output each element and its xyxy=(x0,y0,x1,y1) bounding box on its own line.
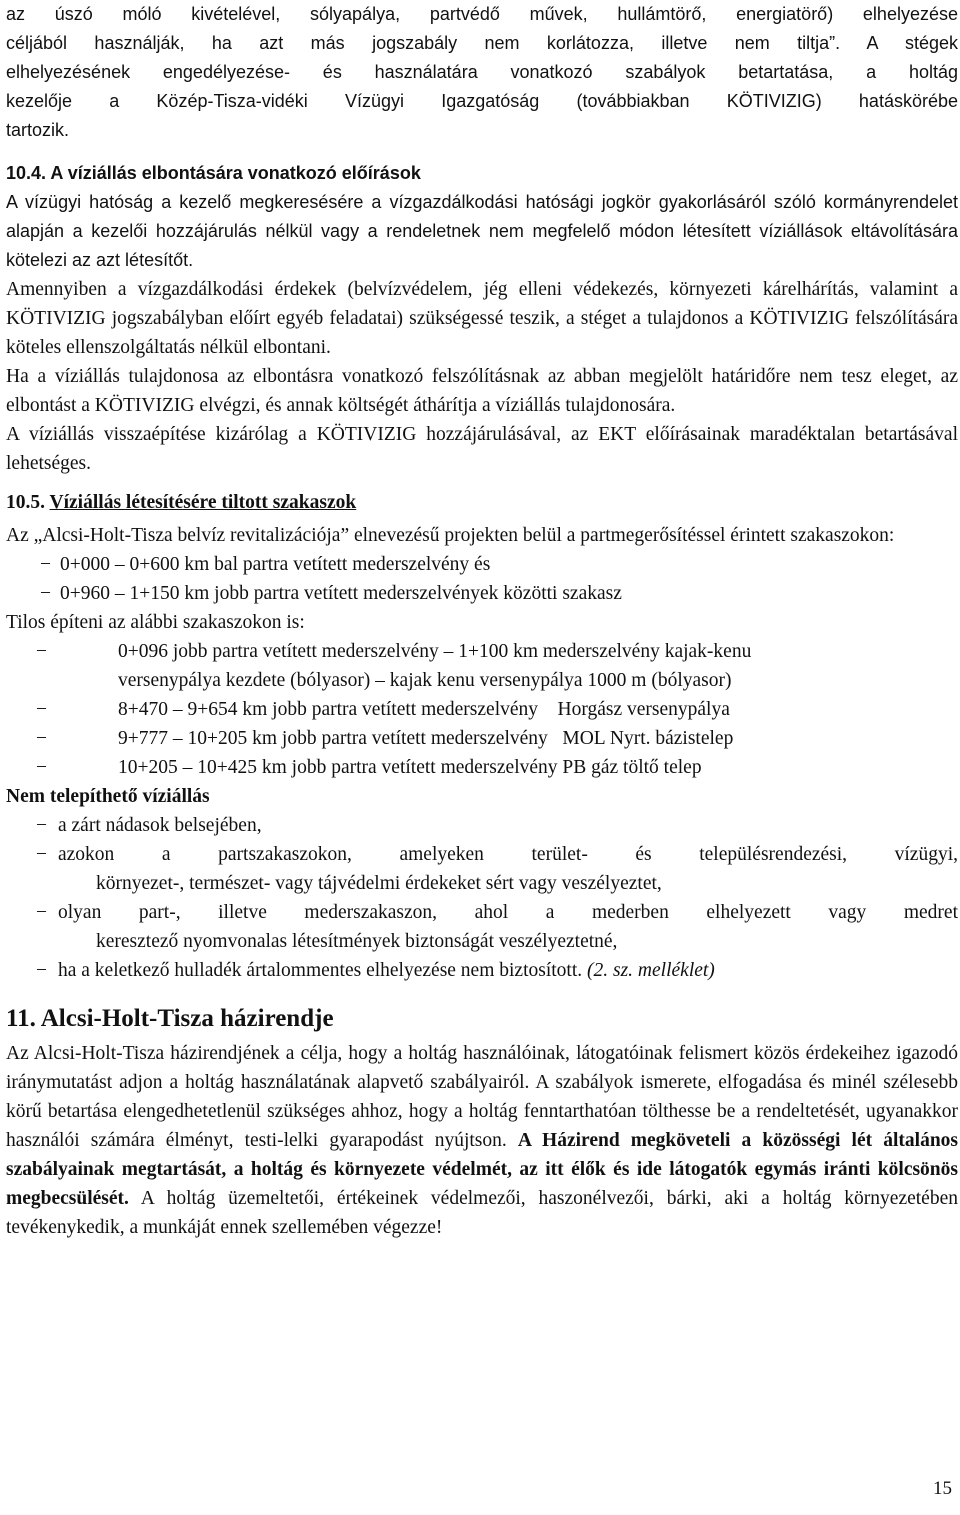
house-rules-paragraph xyxy=(6,1039,958,1242)
list-item-text: 10+205 – 10+425 km jobb partra vetített mederszelvény PB gáz töltő telep xyxy=(118,757,702,778)
paragraph: Tilos építeni az alábbi szakaszokon is: xyxy=(6,612,305,633)
paragraph-text: A holtág üzemeltetői, értékeinek védelmezői, haszonélvezői, bárki, aki a holtág környezetében tevékenykedik, a munkáját ennek szellemében végezze! xyxy=(6,1188,958,1238)
section-10-5-heading xyxy=(6,488,958,517)
annex-reference: (2. sz. melléklet) xyxy=(587,960,715,981)
list-item-text: 0+096 jobb partra vetített mederszelvény – 1+100 km mederszelvény kajak-kenu xyxy=(118,641,752,662)
list-item-continuation: versenypálya kezdete (bólyasor) – kajak kenu versenypálya 1000 m (bólyasor) xyxy=(118,670,732,691)
paragraph-text: Az Alcsi-Holt-Tisza házirendjének a célja, hogy a holtág használóinak, látogatóinak felismert közös érdekeihez igazodó iránymutatást adjon a holtág használatának alapvető szabályairól. A szabályok ismerete, elfogadása és minél szélesebb körű betartása elengedhetetlenül szükséges ahhoz, hogy a holtág fenntarthatóan tölthesse be a rendeltetését, ugyanakkor használói számára élményt, testi-lelki gyarapodást nyújtson. xyxy=(6,1043,958,1151)
section-11-heading: 11. Alcsi-Holt-Tisza házirendje xyxy=(6,1005,334,1032)
dash-bullet: − xyxy=(36,699,47,720)
page-number: 15 xyxy=(933,1478,952,1499)
intro-line: tartozik. xyxy=(6,120,70,140)
list-item xyxy=(6,898,958,956)
not-installable-heading: Nem telepíthető víziállás xyxy=(6,786,210,807)
prohibited-sections-list xyxy=(6,637,958,782)
dash-bullet: − xyxy=(36,641,47,662)
list-item-text: 9+777 – 10+205 km jobb partra vetített mederszelvény MOL Nyrt. bázistelep xyxy=(118,728,734,749)
dash-bullet: − xyxy=(36,757,47,778)
list-item xyxy=(6,579,958,608)
paragraph: A vízügyi hatóság a kezelő megkeresésére a vízgazdálkodási hatósági jogkör gyakorlásáról szóló kormányrendelet alapján a kezelői hozzájárulás nélkül vagy a rendeletnek nem megfelelő módon létesített víziállások eltávolítására kötelezi az azt létesítőt. xyxy=(6,192,958,270)
list-item-text: 0+000 – 0+600 km bal partra vetített mederszelvény és xyxy=(60,554,491,575)
list-item-text: 0+960 – 1+150 km jobb partra vetített mederszelvények közötti szakasz xyxy=(60,583,622,604)
dash-bullet: − xyxy=(40,554,51,575)
intro-line: elhelyezésének engedélyezése- és használatára vonatkozó szabályok betartatása, a holtág xyxy=(6,62,958,82)
intro-line: céljából használják, ha azt más jogszabály nem korlátozza, illetve nem tiltja”. A stégek xyxy=(6,33,958,53)
list-item-text: olyan part-, illetve mederszakaszon, ahol a mederben elhelyezett vagy medret xyxy=(58,902,958,923)
dash-bullet: − xyxy=(40,583,51,604)
list-item xyxy=(6,550,958,579)
section-10-4-heading: 10.4. A víziállás elbontására vonatkozó előírások xyxy=(6,163,421,183)
paragraph-bold-text: A Házirend megköveteli a közösségi lét általános szabályainak megtartását, a holtág és környezete védelmét, az itt élők és ide látogatók egymás iránti kölcsönös megbecsülését. xyxy=(6,1130,959,1209)
section-10-4-body xyxy=(6,188,958,275)
list-item xyxy=(6,811,958,840)
list-item xyxy=(6,637,958,666)
intro-paragraph xyxy=(6,0,958,145)
list-item-text: azokon a partszakaszokon, amelyeken terület- és településrendezési, vízügyi, xyxy=(58,844,958,865)
list-item xyxy=(6,840,958,898)
dash-bullet: − xyxy=(36,902,47,923)
list-item xyxy=(6,956,958,985)
paragraph: Ha a víziállás tulajdonosa az elbontásra vonatkozó felszólításnak az abban megjelölt határidőre nem tesz eleget, az elbontást a KÖTIVIZIG elvégzi, és annak költségét áthárítja a víziállás tulajdonosára. xyxy=(6,366,958,416)
not-installable-list xyxy=(6,811,958,985)
intro-line: kezelője a Közép-Tisza-vidéki Vízügyi Igazgatóság (továbbiakban KÖTIVIZIG) hatáskörébe xyxy=(6,91,958,111)
paragraph: Az „Alcsi-Holt-Tisza belvíz revitalizációja” elnevezésű projekten belül a partmegerősítéssel érintett szakaszokon: xyxy=(6,525,895,546)
list-item xyxy=(6,695,958,724)
dash-bullet: − xyxy=(36,815,47,836)
list-item xyxy=(6,753,958,782)
dash-bullet: − xyxy=(36,844,47,865)
list-item-text: a zárt nádasok belsejében, xyxy=(58,815,262,836)
section-number: 10.5. xyxy=(6,492,45,513)
section-title: Víziállás létesítésére tiltott szakaszok xyxy=(49,492,357,513)
paragraph: Amennyiben a vízgazdálkodási érdekek (belvízvédelem, jég elleni védekezés, környezeti kárelhárítás, valamint a KÖTIVIZIG jogszabályban előírt egyéb feladatai) szükségessé teszik, a stéget a tulajdonos a KÖTIVIZIG felszólítására köteles ellenszolgáltatás nélkül elbontani. xyxy=(6,279,958,358)
list-item-text: ha a keletkező hulladék ártalommentes elhelyezése nem biztosított. xyxy=(58,960,583,981)
dash-bullet: − xyxy=(36,728,47,749)
list-item xyxy=(6,724,958,753)
intro-line: az úszó móló kivételével, sólyapálya, partvédő művek, hullámtörő, energiatörő) elhelyezése xyxy=(6,4,958,24)
dash-bullet: − xyxy=(36,960,47,981)
list-item-text: 8+470 – 9+654 km jobb partra vetített mederszelvény Horgász versenypálya xyxy=(118,699,730,720)
list-item-continuation: keresztező nyomvonalas létesítmények biztonságát veszélyeztetné, xyxy=(96,931,618,952)
paragraph: A víziállás visszaépítése kizárólag a KÖTIVIZIG hozzájárulásával, az EKT előírásainak maradéktalan betartásával lehetséges. xyxy=(6,424,958,474)
list-item-continuation: környezet-, természet- vagy tájvédelmi érdekeket sért vagy veszélyeztet, xyxy=(96,873,662,894)
